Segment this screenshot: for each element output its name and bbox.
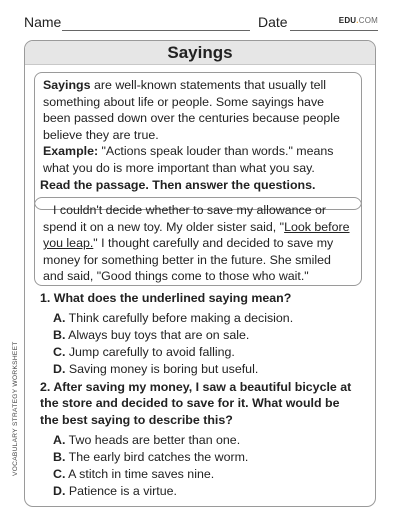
question-1-options xyxy=(40,310,360,378)
worksheet-header xyxy=(24,14,378,36)
passage-paragraph xyxy=(43,202,353,285)
question-2-option-b xyxy=(40,449,360,466)
question-1-option-b xyxy=(40,327,360,344)
question-2-option-a xyxy=(40,432,360,449)
option-letter: C. xyxy=(53,345,66,360)
option-letter: D. xyxy=(53,484,66,499)
example-text: "Actions speak louder than words." means what you do is more important than what you say. xyxy=(43,144,334,175)
option-text: A stitch in time saves nine. xyxy=(65,467,215,482)
question-1-option-c xyxy=(40,344,360,361)
option-text: Saving money is boring but useful. xyxy=(65,362,259,377)
option-letter: D. xyxy=(53,362,66,377)
question-2-text: 2. After saving my money, I saw a beautiful bicycle at the store and decided to save for it. What would be the best saying to describe this? xyxy=(40,380,352,427)
definition-term: Sayings xyxy=(43,78,91,92)
date-line xyxy=(290,30,378,31)
site-logo xyxy=(339,16,378,25)
instruction-text: Read the passage. Then answer the questions. xyxy=(40,178,316,192)
option-text: Patience is a virtue. xyxy=(65,484,177,499)
worksheet-panel xyxy=(24,40,376,507)
option-text: The early bird catches the worm. xyxy=(65,450,249,465)
worksheet-title: Sayings xyxy=(25,41,375,65)
definition-paragraph xyxy=(43,77,353,143)
underlined-saying: Look before you leap. xyxy=(43,219,350,251)
option-letter: B. xyxy=(53,328,66,343)
option-text: Think carefully before making a decision. xyxy=(65,311,294,326)
question-1-option-d xyxy=(40,361,360,378)
question-2-option-d xyxy=(40,483,360,500)
worksheet-category-label: VOCABULARY STRATEGY WORKSHEET xyxy=(12,341,19,476)
logo-main-text: EDU xyxy=(338,16,357,25)
logo-com-text: COM xyxy=(358,16,378,25)
definition-text: are well-known statements that usually tell something about life or people. Some sayings have been passed down over the centuries because people believe they are true. xyxy=(43,78,340,142)
example-label: Example: xyxy=(43,144,99,159)
question-2 xyxy=(40,379,360,500)
option-text: Jump carefully to avoid falling. xyxy=(65,345,235,360)
question-1 xyxy=(40,290,360,378)
option-letter: A. xyxy=(53,433,66,448)
question-1-text: 1. What does the underlined saying mean? xyxy=(40,291,292,305)
question-2-option-c xyxy=(40,466,360,483)
passage-box xyxy=(34,197,362,286)
date-label: Date xyxy=(258,14,288,30)
passage-text-after: " I thought carefully and decided to save my money for something better in the future. She smiled and said, "Good things come to those who wait." xyxy=(43,236,334,284)
name-label: Name xyxy=(24,14,62,30)
option-letter: B. xyxy=(53,450,66,465)
example-paragraph xyxy=(43,143,353,176)
question-1-option-a xyxy=(40,310,360,327)
question-2-options xyxy=(40,432,360,500)
option-text: Always buy toys that are on sale. xyxy=(65,328,250,343)
option-text: Two heads are better than one. xyxy=(65,433,241,448)
option-letter: A. xyxy=(53,311,66,326)
passage-text-before: I couldn't decide whether to save my allowance or spend it on a new toy. My older sister said, " xyxy=(43,203,327,234)
option-letter: C. xyxy=(53,467,66,482)
logo-dot: . xyxy=(356,16,359,25)
name-line xyxy=(62,30,250,31)
